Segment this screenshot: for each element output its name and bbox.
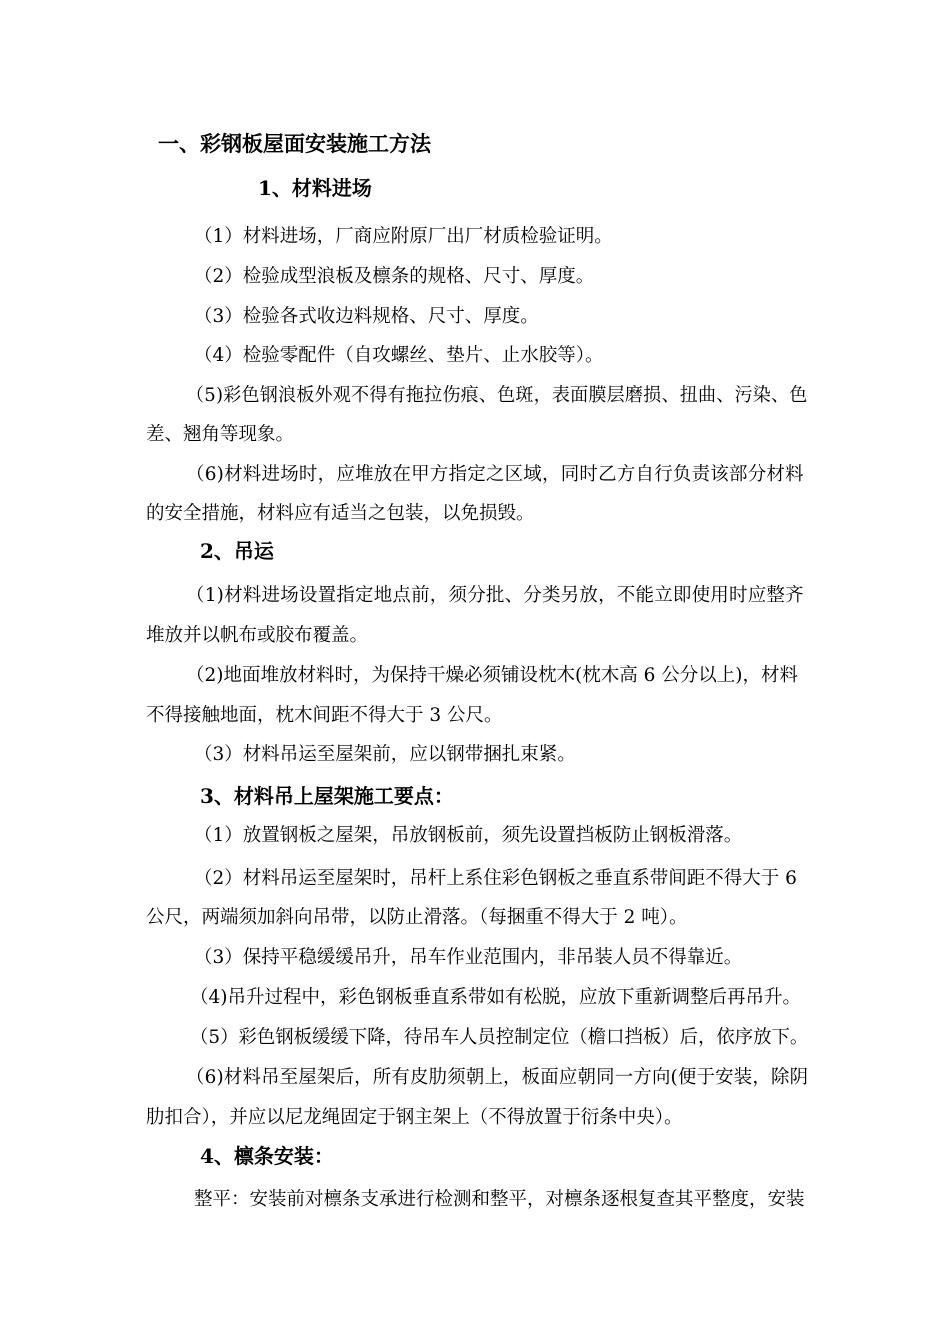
paragraph: （6)材料吊至屋架后，所有皮肋须朝上，板面应朝同一方向(便于安装，除阴 — [186, 1067, 809, 1088]
heading-material-entry: 1、材料进场 — [258, 176, 372, 200]
paragraph: （3）检验各式收边料规格、尺寸、厚度。 — [194, 306, 539, 327]
paragraph: 整平：安装前对檩条支承进行检测和整平，对檩条逐根复查其平整度，安装 — [194, 1189, 805, 1210]
paragraph-continuation: 的安全措施，材料应有适当之包装，以免损毁。 — [146, 503, 535, 524]
paragraph: （4）检验零配件（自攻螺丝、垫片、止水胶等）。 — [194, 345, 604, 366]
paragraph: （1）材料进场，厂商应附原厂出厂材质检验证明。 — [194, 226, 613, 247]
paragraph: （2)地面堆放材料时，为保持干燥必须铺设枕木(枕木高 6 公分以上)，材料 — [186, 665, 798, 686]
paragraph: （2）材料吊运至屋架时，吊杆上系住彩色钢板之垂直系带间距不得大于 6 — [194, 868, 797, 889]
paragraph: （6)材料进场时，应堆放在甲方指定之区域，同时乙方自行负责该部分材料 — [186, 464, 804, 485]
paragraph-continuation: 堆放并以帆布或胶布覆盖。 — [146, 625, 369, 646]
paragraph-continuation: 差、翘角等现象。 — [146, 424, 295, 445]
heading-hoisting: 2、吊运 — [200, 539, 274, 563]
paragraph: （1）放置钢板之屋架，吊放钢板前，须先设置挡板防止钢板滑落。 — [194, 825, 743, 846]
paragraph: （1)材料进场设置指定地点前，须分批、分类另放，不能立即使用时应整齐 — [186, 585, 804, 606]
paragraph: （5)彩色钢浪板外观不得有拖拉伤痕、色斑，表面膜层磨损、扭曲、污染、色 — [186, 385, 808, 406]
heading-purlin-install: 4、檩条安装： — [200, 1144, 334, 1168]
paragraph-continuation: 肋扣合），并应以尼龙绳固定于钢主架上（不得放置于衍条中央）。 — [146, 1107, 683, 1128]
paragraph: （2）检验成型浪板及檩条的规格、尺寸、厚度。 — [194, 266, 595, 287]
paragraph: （5）彩色钢板缓缓下降，待吊车人员控制定位（檐口挡板）后，依序放下。 — [190, 1027, 809, 1048]
heading-lifting-to-truss: 3、材料吊上屋架施工要点： — [200, 784, 454, 808]
paragraph: （3）材料吊运至屋架前，应以钢带捆扎束紧。 — [194, 744, 576, 765]
paragraph: （3）保持平稳缓缓吊升，吊车作业范围内，非吊装人员不得靠近。 — [194, 947, 743, 968]
paragraph-continuation: 不得接触地面，枕木间距不得大于 3 公尺。 — [146, 705, 503, 726]
paragraph-continuation: 公尺，两端须加斜向吊带，以防止滑落。（每捆重不得大于 2 吨）。 — [146, 907, 688, 928]
section-title: 一、彩钢板屋面安装施工方法 — [158, 131, 431, 156]
paragraph: （4)吊升过程中，彩色钢板垂直系带如有松脱，应放下重新调整后再吊升。 — [190, 987, 801, 1008]
